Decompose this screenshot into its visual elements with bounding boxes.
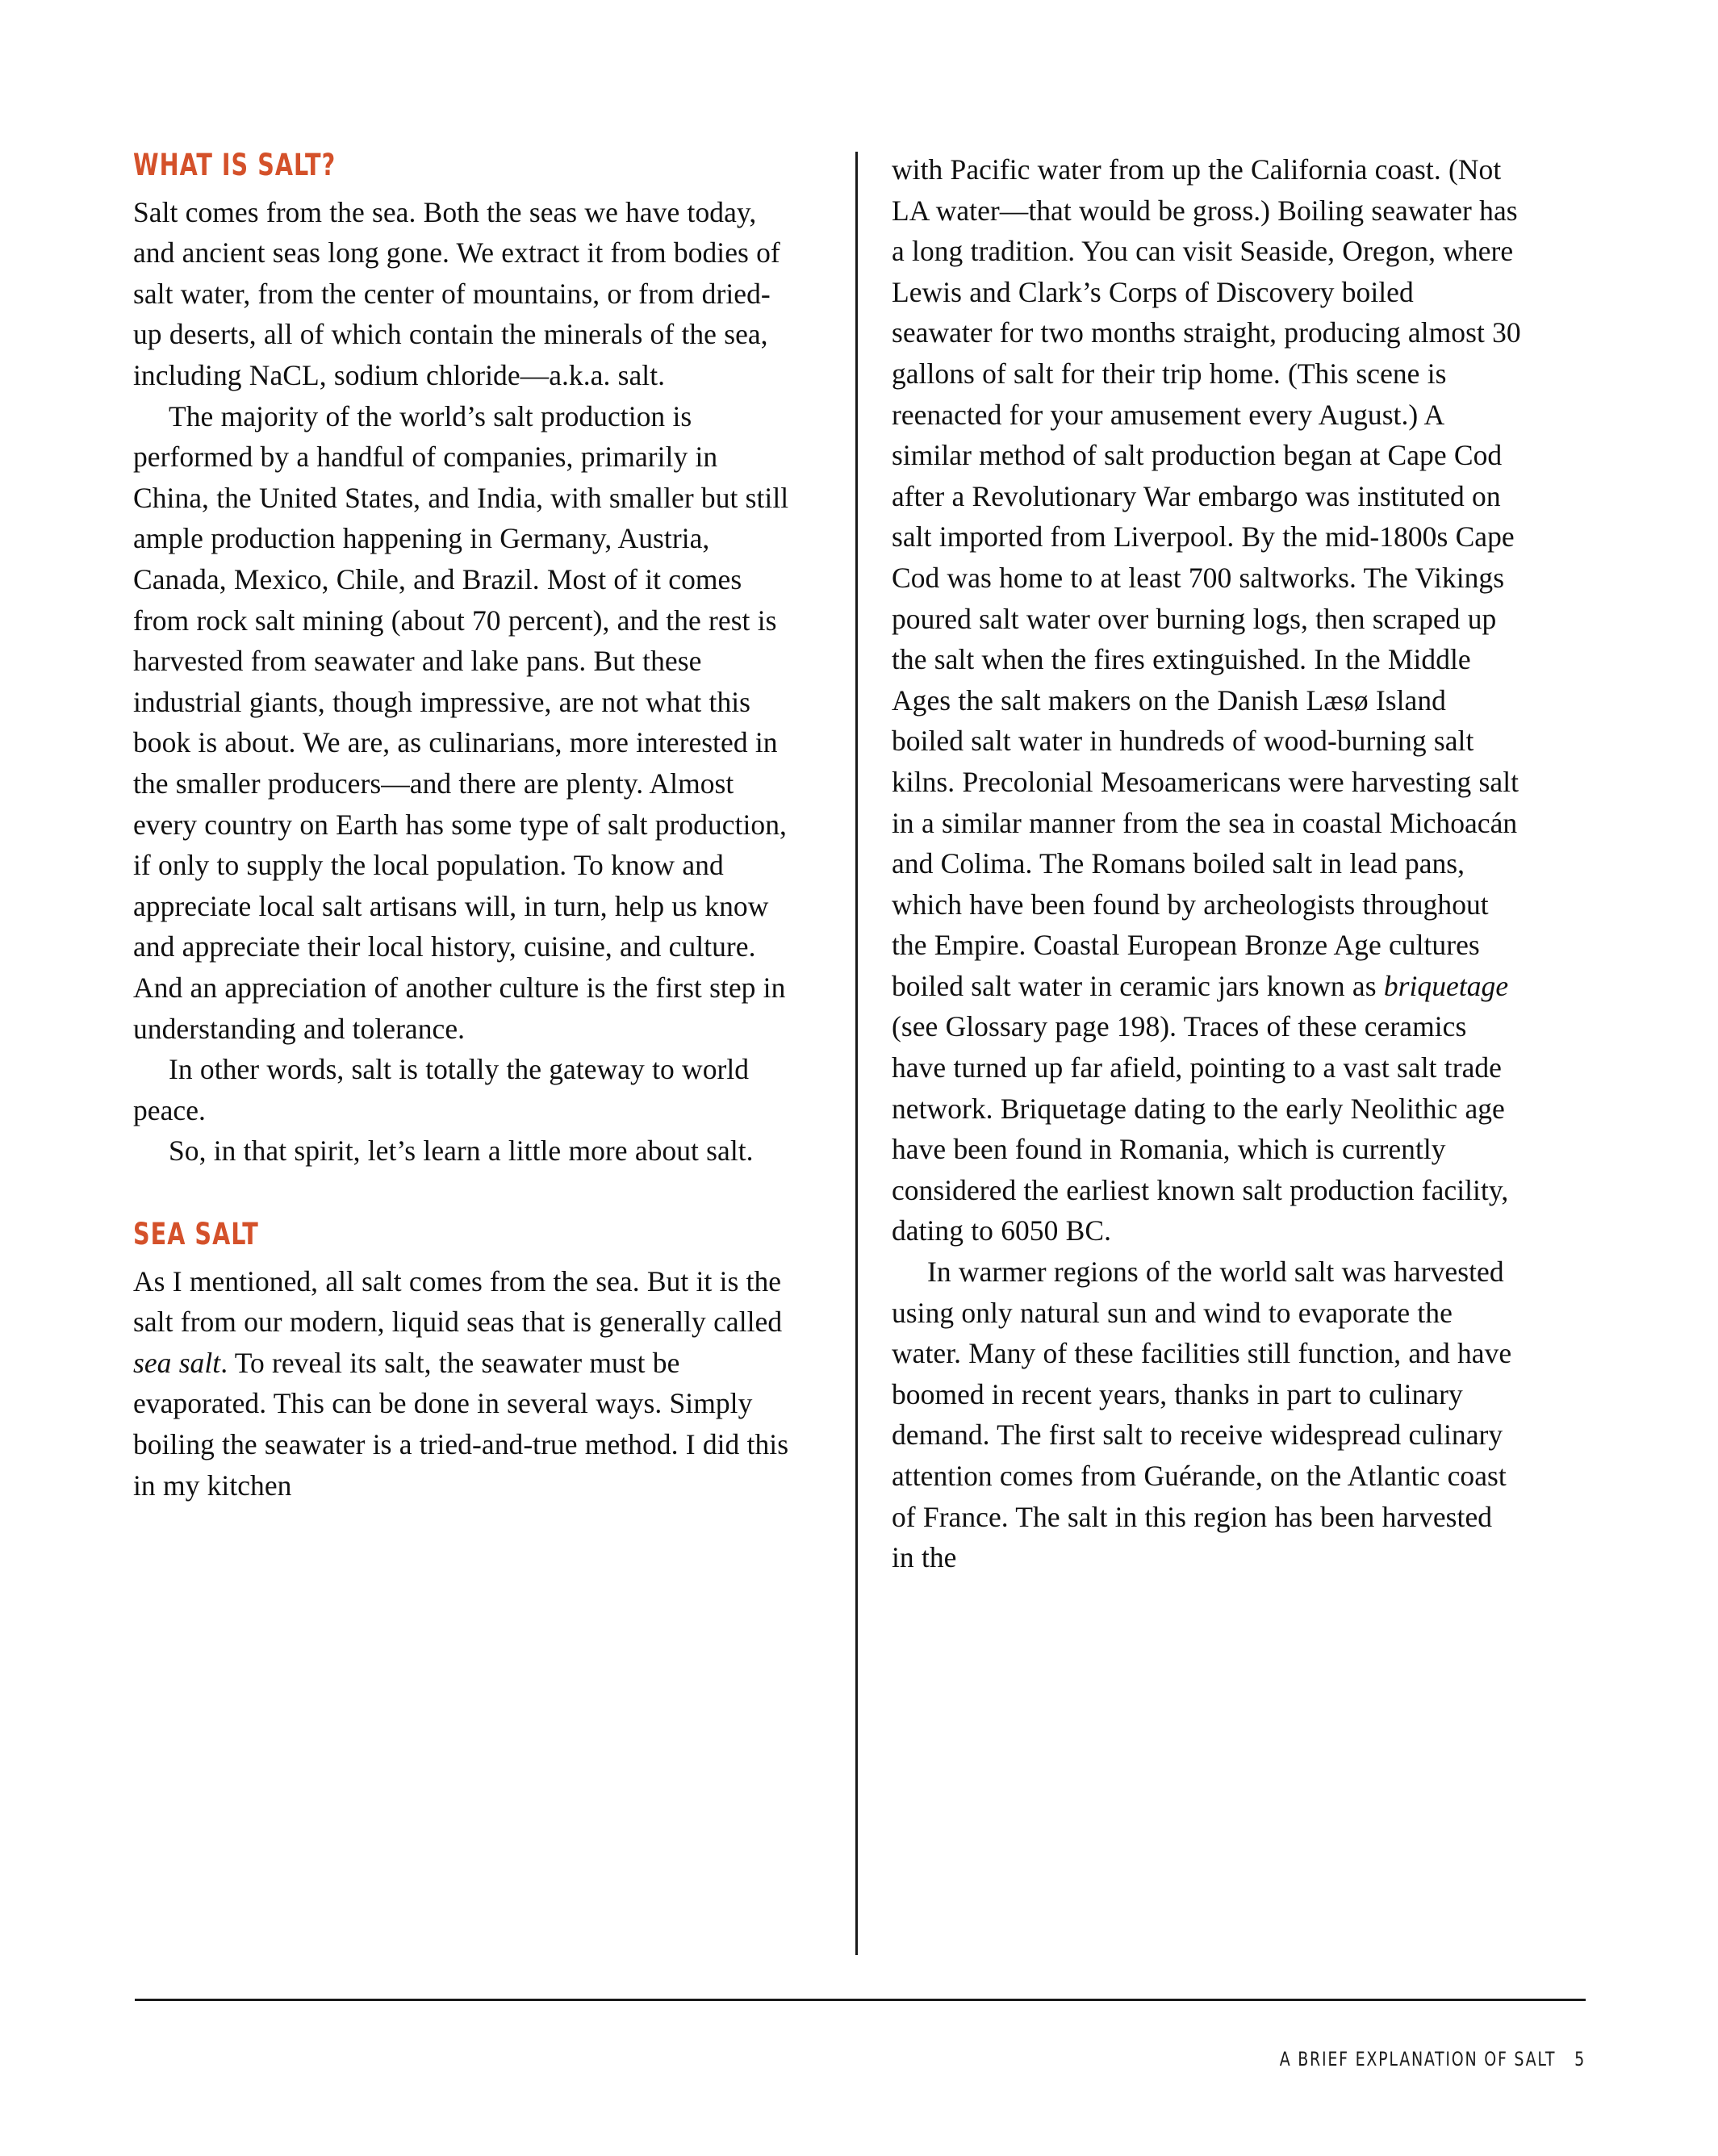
running-head: A BRIEF EXPLANATION OF SALT bbox=[1279, 2048, 1557, 2070]
paragraph-left-5-part1: As I mentioned, all salt comes from the sea. But it is the salt from our modern, liquid seas that is generally called bbox=[133, 1264, 783, 1339]
paragraph-right-1 bbox=[892, 149, 1521, 1251]
page-number: 5 bbox=[1574, 2048, 1586, 2070]
paragraph-right-2: In warmer regions of the world salt was harvested using only natural sun and wind to evaporate the water. Many of these facilities still function, and have boomed in recent years, thanks in part to culinary demand. The first salt to receive widespread culinary attention comes from Guérande, on the Atlantic coast of France. The salt in this region has been harvested in the bbox=[892, 1256, 1512, 1574]
paragraph-right-1-part2: (see Glossary page 198). Traces of these ceramics have turned up far afield, pointing to a vast salt trade network. Briquetage dating to the early Neolithic age have been found in Romania, which is currently considered the earliest known salt production facility, dating to 6050 BC. bbox=[892, 1010, 1509, 1247]
right-text-column bbox=[827, 149, 1521, 1578]
paragraph-left-5 bbox=[133, 1261, 795, 1506]
paragraph-left-5-part2: . To reveal its salt, the seawater must be evaporated. This can be done in several ways. Simply boiling the seawater is a tried-and-true method. I did this in my kitchen bbox=[133, 1346, 789, 1502]
section-heading-what-is-salt: WHAT IS SALT? bbox=[133, 148, 336, 182]
left-text-column bbox=[133, 149, 827, 1506]
footer bbox=[1280, 2048, 1586, 2070]
paragraph-left-4: So, in that spirit, let’s learn a little more about salt. bbox=[169, 1134, 754, 1168]
two-column-text-body bbox=[133, 149, 1586, 1957]
paragraph-left-3: In other words, salt is totally the gateway to world peace. bbox=[133, 1053, 750, 1126]
paragraph-left-1: Salt comes from the sea. Both the seas we have today, and ancient seas long gone. We extract it from bodies of salt water, from the center of mountains, or from dried-up deserts, all of which contain the minerals of the sea, including NaCL, sodium chloride—a.k.a. salt. bbox=[133, 195, 780, 392]
paragraph-left-2: The majority of the world’s salt production is performed by a handful of companies, primarily in China, the United States, and India, with smaller but still ample production happening in Germany, Austria, Canada, Mexico, Chile, and Brazil. Most of it comes from rock salt mining (about 70 percent), and the rest is harvested from seawater and lake pans. But these industrial giants, though impressive, are not what this book is about. We are, as culinarians, more interested in the smaller producers—and there are plenty. Almost every country on Earth has some type of salt production, if only to supply the local population. To know and appreciate local salt artisans will, in turn, help us know and appreciate their local history, cuisine, and culture. And an appreciation of another culture is the first step in understanding and tolerance. bbox=[133, 399, 789, 1045]
footer-horizontal-rule bbox=[135, 1999, 1586, 2001]
paragraph-right-1-part1: with Pacific water from up the California coast. (Not LA water—that would be gross.) Boiling seawater has a long tradition. You can visit Seaside, Oregon, where Lewis and Clark’s Corps of Discovery boiled seawater for two months straight, producing almost 30 gallons of salt for their trip home. (This scene is reenacted for your amusement every August.) A similar method of salt production began at Cape Cod after a Revolutionary War embargo was instituted on salt imported from Liverpool. By the mid-1800s Cape Cod was home to at least 700 saltworks. The Vikings poured salt water over burning logs, then scraped up the salt when the fires extinguished. In the Middle Ages the salt makers on the Danish Læsø Island boiled salt water in hundreds of wood-burning salt kilns. Precolonial Mesoamericans were harvesting salt in a similar manner from the sea in coastal Michoacán and Colima. The Romans boiled salt in lead pans, which have been found by archeologists throughout the Empire. Coastal European Bronze Age cultures boiled salt water in ceramic jars known as bbox=[892, 153, 1521, 1002]
section-heading-sea-salt: SEA SALT bbox=[133, 1216, 259, 1251]
italic-term-briquetage: briquetage bbox=[1383, 969, 1509, 1002]
italic-term-sea-salt: sea salt bbox=[133, 1346, 221, 1379]
